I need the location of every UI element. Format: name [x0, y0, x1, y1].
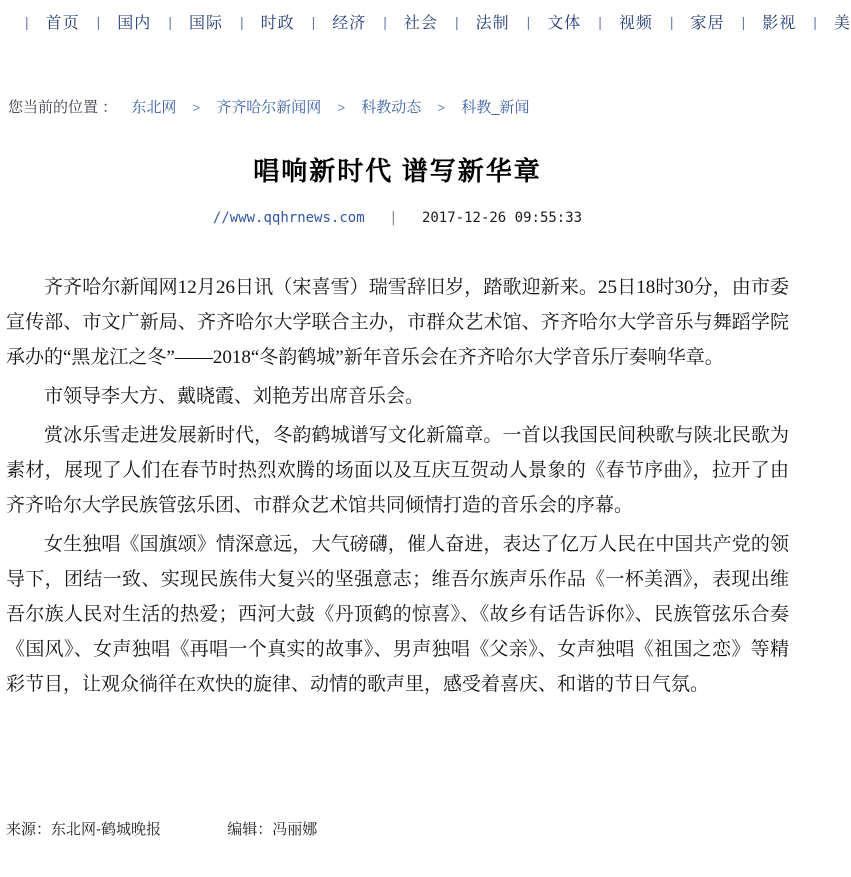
breadcrumb-label: 您当前的位置 ： — [8, 99, 118, 116]
article-meta — [0, 210, 795, 226]
nav-separator: | — [25, 13, 29, 30]
nav-separator: | — [383, 13, 387, 30]
nav-item-domestic[interactable]: 国内 — [117, 15, 152, 32]
breadcrumb-link-dbw[interactable]: 东北网 — [131, 99, 177, 116]
breadcrumb-separator: > — [437, 100, 446, 115]
meta-separator: | — [389, 210, 398, 226]
nav-item-home[interactable]: 首页 — [45, 15, 80, 32]
article-paragraph: 女生独唱《国旗颂》情深意远，大气磅礴，催人奋进，表达了亿万人民在中国共产党的领导下，团结一致、实现民族伟大复兴的坚强意志；维吾尔族声乐作品《一杯美酒》，表现出维吾尔族人民对生活的热爱；西河大鼓《丹顶鹤的惊喜》、《故乡有话告诉你》、民族管弦乐合奏《国风》、女声独唱《再唱一个真实的故事》、男声独唱《父亲》、女声独唱《祖国之恋》等精彩节目，让观众徜徉在欢快的旋律、动情的歌声里，感受着喜庆、和谐的节日气氛。 — [6, 534, 789, 695]
article-paragraph: 市领导李大方、戴晓霞、刘艳芳出席音乐会。 — [44, 386, 425, 407]
breadcrumb-separator: > — [192, 100, 201, 115]
nav-item-society[interactable]: 社会 — [403, 15, 438, 32]
breadcrumb-link-sci-edu-news[interactable]: 科教_新闻 — [461, 99, 530, 116]
nav-separator: | — [239, 13, 244, 30]
nav-separator: | — [526, 13, 531, 30]
nav-separator: | — [741, 13, 746, 30]
source-url-link[interactable]: //www.qqhrnews.com — [212, 210, 365, 226]
nav-separator: | — [96, 13, 101, 30]
breadcrumb — [8, 96, 795, 117]
footer-source — [6, 821, 165, 838]
editor-label: 编辑： — [227, 821, 273, 838]
nav-item-culture-sports[interactable]: 文体 — [547, 15, 582, 32]
nav-item-movies[interactable]: 影视 — [762, 15, 797, 32]
nav-item-economy[interactable]: 经济 — [332, 15, 367, 32]
breadcrumb-link-qqhr-news[interactable]: 齐齐哈尔新闻网 — [216, 99, 322, 116]
top-navigation — [0, 0, 851, 33]
nav-item-home-living[interactable]: 家居 — [690, 15, 725, 32]
page-title: 唱响新时代 谱写新华章 — [253, 157, 542, 186]
nav-separator: | — [598, 13, 602, 30]
nav-separator: | — [311, 13, 316, 30]
nav-item-law[interactable]: 法制 — [475, 15, 510, 32]
nav-separator: | — [813, 13, 817, 30]
nav-item-international[interactable]: 国际 — [188, 15, 223, 32]
footer-editor — [227, 821, 317, 838]
source-label: 来源： — [6, 821, 52, 838]
nav-item-beauty[interactable]: 美 — [833, 15, 851, 32]
editor-value: 冯丽娜 — [272, 821, 318, 838]
article-paragraph: 赏冰乐雪走进发展新时代，冬韵鹤城谱写文化新篇章。一首以我国民间秧歌与陕北民歌为素材，展现了人们在春节时热烈欢腾的场面以及互庆互贺动人景象的《春节序曲》，拉开了由齐齐哈尔大学民族管弦乐团、市群众艺术馆共同倾情打造的音乐会的序幕。 — [6, 425, 789, 516]
breadcrumb-separator: > — [337, 100, 346, 115]
nav-separator: | — [168, 13, 172, 30]
nav-separator: | — [454, 13, 459, 30]
nav-item-video[interactable]: 视频 — [618, 15, 653, 32]
source-value: 东北网-鹤城晚报 — [51, 821, 162, 838]
publish-datetime: 2017-12-26 09:55:33 — [421, 210, 583, 226]
nav-separator: | — [669, 13, 674, 30]
article-footer — [6, 818, 317, 839]
breadcrumb-link-sci-edu[interactable]: 科教动态 — [361, 99, 422, 116]
nav-item-politics[interactable]: 时政 — [260, 15, 295, 32]
article-body — [6, 270, 789, 702]
article-paragraph: 齐齐哈尔新闻网12月26日讯（宋喜雪）瑞雪辞旧岁，踏歌迎新来。25日18时30分，由市委宣传部、市文广新局、齐齐哈尔大学联合主办，市群众艺术馆、齐齐哈尔大学音乐与舞蹈学院承办的“黑龙江之冬”——2018“冬韵鹤城”新年音乐会在齐齐哈尔大学音乐厅奏响华章。 — [6, 277, 789, 368]
